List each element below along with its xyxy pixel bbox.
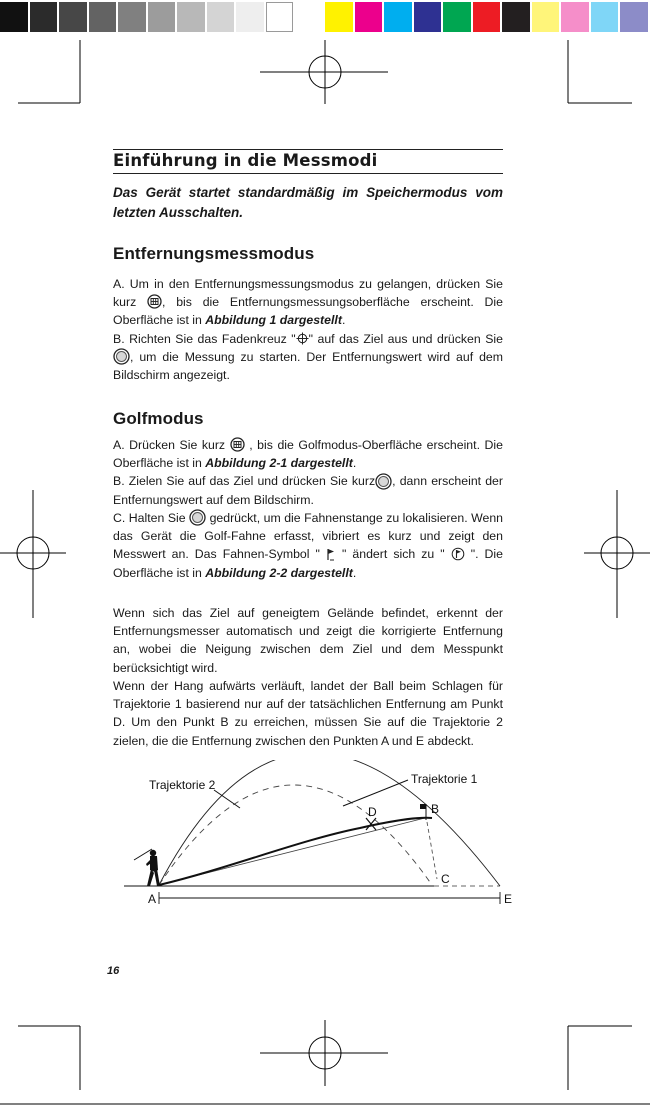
- title-rule-top: [113, 149, 503, 150]
- mode-button-icon: [147, 294, 162, 309]
- power-button-icon: [113, 348, 130, 365]
- color-swatch: [325, 2, 353, 32]
- color-swatch: [148, 2, 176, 32]
- color-swatch: [414, 2, 442, 32]
- color-swatch: [473, 2, 501, 32]
- color-swatch: [118, 2, 146, 32]
- color-calibration-bar: [0, 2, 650, 32]
- flag-icon: [326, 548, 336, 561]
- crosshair-icon: [296, 332, 309, 345]
- color-swatch: [384, 2, 412, 32]
- label-point-d: D: [368, 805, 377, 819]
- power-button-icon: [375, 473, 392, 490]
- figure-1-reference: Abbildung 1 dargestellt: [205, 313, 342, 328]
- flag-locked-icon: [451, 547, 465, 561]
- color-swatch: [177, 2, 205, 32]
- page-number: 16: [107, 965, 120, 977]
- b-to-c-dashed: [427, 822, 437, 879]
- figure-2-1-reference: Abbildung 2-1 dargestellt: [205, 456, 353, 471]
- label-point-b: B: [431, 802, 440, 816]
- label-point-a: A: [148, 892, 157, 906]
- leader-trajectory-1: [343, 780, 408, 806]
- color-swatch: [443, 2, 471, 32]
- color-swatch: [532, 2, 560, 32]
- color-swatch: [561, 2, 589, 32]
- color-swatch: [0, 2, 28, 32]
- trajectory-diagram: [0, 760, 650, 920]
- label-trajectory-1: Trajektorie 1: [411, 772, 478, 786]
- heading-golf-mode: Golfmodus: [113, 409, 204, 428]
- golfer-figure: [134, 849, 160, 886]
- section-title: Einführung in die Messmodi: [113, 151, 378, 170]
- title-rule-bottom: [113, 173, 503, 174]
- color-swatch: [89, 2, 117, 32]
- heading-distance-mode: Entfernungsmessmodus: [113, 244, 315, 263]
- lead-paragraph: Das Gerät startet standardmäßig im Speichermodus vom letzten Ausschalten.: [113, 185, 503, 220]
- color-swatch: [30, 2, 58, 32]
- label-point-e: E: [504, 892, 513, 906]
- uphill-paragraph: Wenn der Hang aufwärts verläuft, landet der Ball beim Schlagen für Trajektorie 1 basierend nur auf der tatsächlichen Entfernung am Punkt D. Um den Punkt B zu erreichen, müssen Sie auf die Trajektorie 2 zielen, die die Entfernung zwischen den Punkten A und E abdeckt.: [113, 679, 503, 748]
- color-swatch: [502, 2, 530, 32]
- label-trajectory-2: Trajektorie 2: [149, 778, 216, 792]
- power-button-icon: [189, 509, 206, 526]
- golf-paragraph: A. Drücken Sie kurz , bis die Golfmodus-Oberfläche erscheint. Die Oberfläche ist in Abbildung 2-1 dargestellt. B. Zielen Sie auf das Ziel und drücken Sie kurz , dann erscheint der Entfernungswert auf dem Bildschirm. C. Halten Sie gedrückt, um die Fahnenstange zu lokalisieren. Wenn das Gerät die Golf-Fahne erfasst, vibriert es kurz und zeigt den Messwert an. Das Fahnen-Symbol " " ändert sich zu " ". Die Oberfläche ist in Abbildung 2-2 dargestellt.: [113, 438, 504, 580]
- trajectory-dashed-arc: [159, 785, 432, 885]
- trajectory-1-arc: [159, 818, 432, 885]
- slope-paragraph: Wenn sich das Ziel auf geneigtem Gelände befindet, erkennt der Entfernungsmesser automatisch und zeigt die korrigierte Entfernung an, wobei die Neigung zwischen dem Ziel und dem Messpunkt berücksichtigt wird.: [113, 606, 503, 675]
- color-swatch: [355, 2, 383, 32]
- figure-2-2-reference: Abbildung 2-2 dargestellt: [205, 565, 353, 580]
- color-swatch: [591, 2, 619, 32]
- distance-paragraph: A. Um in den Entfernungsmessungsmodus zu gelangen, drücken Sie kurz , bis die Entfernungsmessungsoberfläche erscheint. Die Oberfläche ist in Abbildung 1 dargestellt. B. Richten Sie das Fadenkreuz " " auf das Ziel aus und drücken Sie, um die Messung zu starten. Der Entfernungswert wird auf dem Bildschirm angezeigt.: [113, 277, 503, 383]
- color-swatch: [236, 2, 264, 32]
- mode-button-icon: [230, 437, 245, 452]
- color-swatch: [266, 2, 294, 32]
- color-swatch: [207, 2, 235, 32]
- color-swatch: [620, 2, 648, 32]
- swatch-gap: [295, 2, 323, 32]
- label-point-c: C: [441, 872, 450, 886]
- color-swatch: [59, 2, 87, 32]
